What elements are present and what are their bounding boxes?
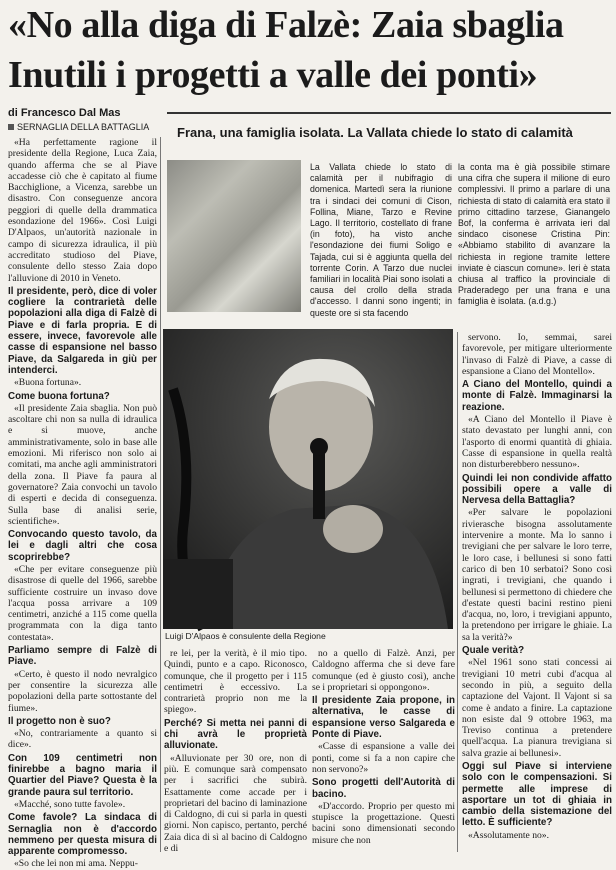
paragraph: re lei, per la verità, è il mio tipo. Quindi, punto e a capo. Riconosco, comunque, che il progetto per i 115 centimetri è eccessivo. La contrarietà proprio non me la spiego». [164, 648, 307, 716]
headline-line-1: «No alla diga di Falzè: Zaia sbaglia [8, 4, 564, 46]
interview-question: Con 109 centimetri non finirebbe a bagno maria il Quartier del Piave? Questa è la grande paura sul territorio. [8, 752, 157, 798]
article-column-4 [462, 332, 612, 853]
paragraph: «Buona fortuna». [14, 377, 82, 389]
paragraph: «Ha perfettamente ragione il presidente della Regione, Luca Zaia, quando afferma che se al Piave accadesse ciò che è capitato al fiume Bacchiglione, a Vicenza, sarebbe un disastro. Con conseguenze ancora peggiori di quelle della drammatica esondazione del 1966». Così Luigi D'Alpaos, un'autorità nazionale in campo di sicurezza idraulica, il più accreditato studioso del Piave, consulente dello stesso Zaia dopo l'alluvione di 2010 in Veneto. [8, 137, 157, 284]
column-divider [457, 332, 458, 852]
sidebar-box-text-2: la conta ma è già possibile stimare una cifra che supera il milione di euro complessivi. Il primo a parlare di una richiesta di stato di calamità era stato il primo cittadino tarzese, Gianangelo Bof, la conferma è arrivata ieri dal sindaco cisonese Cristina Pin: «Abbiamo stabilito di avanzare la richiesta in regione tramite lettere inviate è ciascun comune». Ieri è stata chiusa al traffico la provinciale di Praderadego per una frana e una famiglia è isolata. (a.d.g.) [458, 162, 610, 307]
interview-question: Oggi sul Piave si interviene solo con le compensazioni. Si permette alle imprese di asportare un tot di ghiaia in cambio della sistemazione del letto. È sufficiente? [462, 760, 612, 829]
interview-question: Il presidente Zaia propone, in alternativa, le casse di espansione verso Salgareda e Ponte di Piave. [312, 695, 455, 741]
paragraph: «Il presidente Zaia sbaglia. Non può ascoltare chi non sa nulla di idraulica e si muove, anche amministrativamente, solo in base alle emozioni. Mi riferisco non solo ai comitati, ma anche agli amministratori della zona. Il Piave fa paura al governatore? Zaia convochi un tavolo di esperti e decida di conseguenza. Sulla base di analisi serie, scientifiche». [8, 402, 157, 527]
article-column-2 [164, 648, 307, 853]
paragraph: «No, contrariamente a quanto si dice». [8, 728, 157, 751]
paragraph: «Casse di espansione a valle dei ponti, come si fa a non capire che non servono?» [312, 741, 455, 775]
photo-caption: Luigi D'Alpaos è consulente della Regione [165, 631, 326, 641]
sidebar-box-title: Frana, una famiglia isolata. La Vallata chiede lo stato di calamità [177, 125, 573, 140]
sidebar-box-text-1: La Vallata chiede lo stato di calamità per il nubifragio di domenica. Martedì sera la riunione tra i sindaci dei comuni di Cison, Follina, Miane, Tarzo e Revine Lago. Il territorio, costellato di frane (in foto), ha visto anche l'esondazione dei fiumi Soligo e Tajada, cui si è aggiunta quella del torrente Corin. A Tarzo due nuclei familiari in località Piai sono isolati a causa del crollo della strada d'accesso. I danni sono ingenti; in queste ore si sta facendo [310, 162, 452, 318]
article-column-3 [312, 648, 455, 853]
article-column-1 [8, 137, 157, 870]
headline-line-2: Inutili i progetti a valle dei ponti» [8, 54, 538, 96]
interview-question: Il progetto non è suo? [8, 715, 111, 727]
portrait-illustration [163, 329, 453, 629]
paragraph: no a quello di Falzè. Anzi, per Caldogno afferma che si deve fare comunque (ed è giusto così), anche se i proprietari si oppongono». [312, 648, 455, 693]
column-divider [160, 137, 161, 852]
paragraph: «Alluvionate per 30 ore, non di più. E comunque sarà compensato per i sacrifici che subirà. Esattamente come accade per i proprietari del bacino di laminazione di Caldogno, di cui si parla in questi giorni. Non capisco, pertanto, perché Zaia dica di sì al bacino di Caldogno e di [164, 752, 307, 855]
paragraph: «A Ciano del Montello il Piave è stato devastato per lunghi anni, con l'asporto di enormi quantità di ghiaia. Casse di espansione in quella realtà non disturberebbero nessuno». [462, 414, 612, 471]
paragraph: «Macché, sono tutte favole». [14, 798, 126, 810]
interview-question: A Ciano del Montello, quindi a monte di Falzè. Immaginarsi la reazione. [462, 379, 612, 413]
interview-question: Il presidente, però, dice di voler cogliere la contrarietà delle popolazioni alla diga di Falzè di Piave e di farla propria. E di essere, invece, favorevole alle casse di espansione nel basso Piave, da Salgareda in giù per intenderci. [8, 285, 157, 376]
paragraph: «Nel 1961 sono stati concessi ai trevigiani 10 metri cubi d'acqua al secondo in più, a seguito della captazione del Vajont. Il Vajont si sa come è andato a finire. La captazione non esiste dal 9 ottobre 1963, ma Treviso continua a pretendere quell'acqua. La pianura trevigiana si salva grazie ai bellunesi». [462, 657, 612, 759]
interview-question: Come buona fortuna? [8, 390, 110, 402]
paragraph: «Che per evitare conseguenze più disastrose di quelle del 1966, sarebbe sufficiente costruire un invaso dove l'acqua possa arrivare a 109 centimetri, anziché a 115 come quella programmata con la diga tanto contestata». [8, 563, 157, 643]
paragraph: «Assolutamente no». [468, 829, 550, 841]
paragraph: «D'accordo. Proprio per questo mi stupisce la progettazione. Questi bacini sono dimensionati secondo misure che non [312, 800, 455, 846]
paragraph: «Certo, è questo il nodo nevralgico per consentire la sicurezza alle popolazioni della parte sottostante del fiume». [8, 668, 157, 714]
landslide-photo [167, 160, 301, 312]
interview-question: Parliamo sempre di Falzè di Piave. [8, 645, 157, 668]
paragraph: «So che lei non mi ama. Neppu- [14, 858, 138, 870]
dateline: SERNAGLIA DELLA BATTAGLIA [8, 122, 149, 132]
portrait-photo [163, 329, 453, 629]
interview-question: Perché? Si metta nei panni di chi avrà le proprietà alluvionate. [164, 717, 307, 752]
interview-question: Convocando questo tavolo, da lei e dagli altri che cosa scoprirebbe? [8, 529, 157, 563]
interview-question: Quale verità? [462, 645, 525, 657]
paragraph: «Per salvare le popolazioni rivierasche bisogna assolutamente intervenire a monte. Ma lo sanno i trevigiani che per salvare le loro terre, le loro case, i bellunesi si sono fatti carico di ben 10 serbatoi? Sono così ingrati, i trevigiani, che quando i bellunesi si permettono di chiedere che d'estate questi bacini restino pieni d'acqua, no, loro, i trevigiani appunto, la pretendono per irrigare le ghiaie. La sa la verità?» [462, 507, 612, 643]
paragraph: servono. Io, semmai, sarei favorevole, per mitigare ulteriormente l'invaso di Falzè di Piave, a casse di espansione a Ciano del Montello». [462, 332, 612, 377]
byline: di Francesco Dal Mas [8, 107, 121, 119]
interview-question: Come favole? La sindaca di Sernaglia non è d'accordo nemmeno per questa misura di apparente compromesso. [8, 812, 157, 858]
interview-question: Sono progetti dell'Autorità di bacino. [312, 777, 455, 800]
interview-question: Quindi lei non condivide affatto possibili opere a valle di Nervesa della Battaglia? [462, 472, 612, 507]
